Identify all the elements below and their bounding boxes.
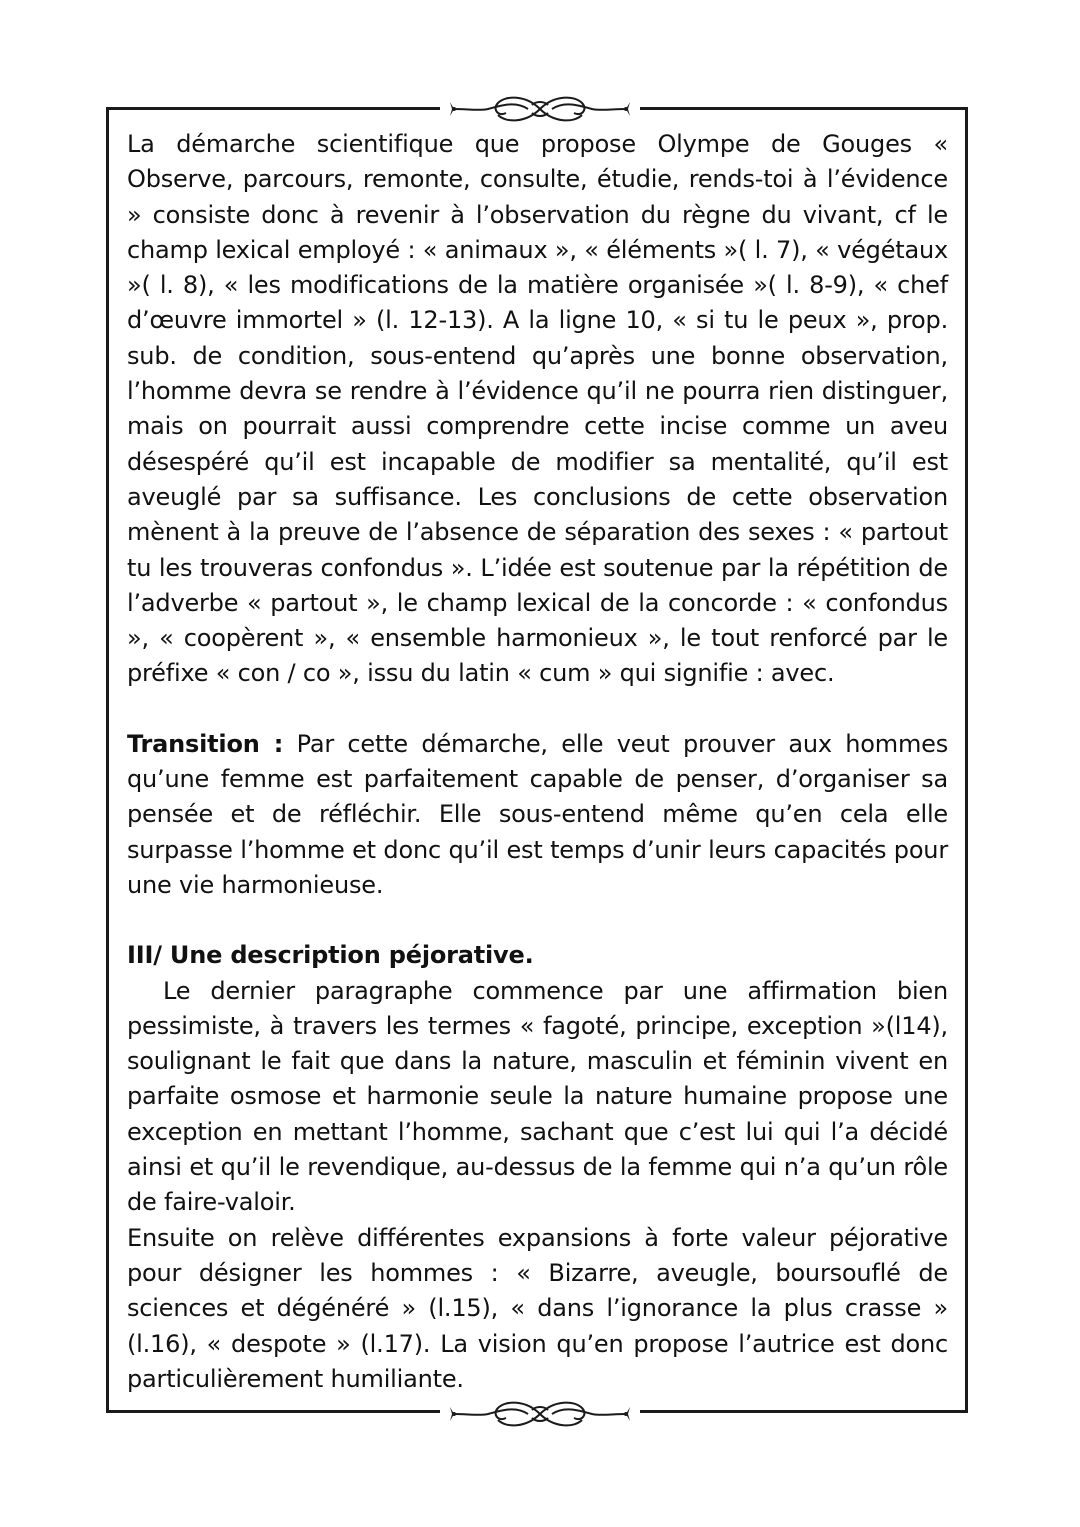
- transition-text: Par cette démarche, elle veut prouver aux hommes qu’une femme est parfaitement capable de penser, d’organiser sa pensée et de réfléchir. Elle sous-entend même qu’en cela elle surpasse l’homme et donc qu’il est temps d’unir leurs capacités pour une vie harmonieuse.: [127, 729, 948, 899]
- section-heading: III/ Une description péjorative.: [127, 941, 534, 970]
- flourish-ornament-icon: [440, 87, 640, 131]
- document-body: [127, 127, 948, 1397]
- paragraph-analysis: La démarche scientifique que propose Olympe de Gouges « Observe, parcours, remonte, consulte, étudie, rends-toi à l’évidence » consiste donc à revenir à l’observation du règne du vivant, cf le champ lexical employé : « animaux », « éléments »( l. 7), « végétaux »( l. 8), « les modifications de la matière organisée »( l. 8-9), « chef d’œuvre immortel » (l. 12-13). A la ligne 10, « si tu le peux », prop. sub. de condition, sous-entend qu’après une bonne observation, l’homme devra se rendre à l’évidence qu’il ne pourra rien distinguer, mais on pourrait aussi comprendre cette incise comme un aveu désespéré qu’il est incapable de modifier sa mentalité, qu’il est aveuglé par sa suffisance. Les conclusions de cette observation mènent à la preuve de l’absence de séparation des sexes : « partout tu les trouveras confondus ». L’idée est soutenue par la répétition de l’adverbe « partout », le champ lexical de la concorde : « confondus », « coopèrent », « ensemble harmonieux », le tout renforcé par le préfixe « con / co », issu du latin « cum » qui signifie : avec.: [127, 130, 948, 688]
- spacer: [127, 903, 948, 938]
- spacer: [127, 692, 948, 727]
- paragraph-pessimism: Le dernier paragraphe commence par une affirmation bien pessimiste, à travers les termes « fagoté, principe, exception »(l14), soulignant le fait que dans la nature, masculin et féminin vivent en parfaite osmose et harmonie seule la nature humaine propose une exception en mettant l’homme, sachant que c’est lui qui l’a décidé ainsi et qu’il le revendique, au-dessus de la femme qui n’a qu’un rôle de faire-valoir.: [127, 976, 948, 1217]
- paragraph-transition: [127, 727, 948, 903]
- transition-label: Transition :: [127, 729, 284, 758]
- paragraph-expansions: Ensuite on relève différentes expansions à forte valeur péjorative pour désigner les hommes : « Bizarre, aveugle, boursouflé de sciences et dégénéré » (l.15), « dans l’ignorance la plus crasse » (l.16), « despote » (l.17). La vision qu’en propose l’autrice est donc particulièrement humiliante.: [127, 1223, 948, 1393]
- flourish-ornament-icon: [440, 1392, 640, 1436]
